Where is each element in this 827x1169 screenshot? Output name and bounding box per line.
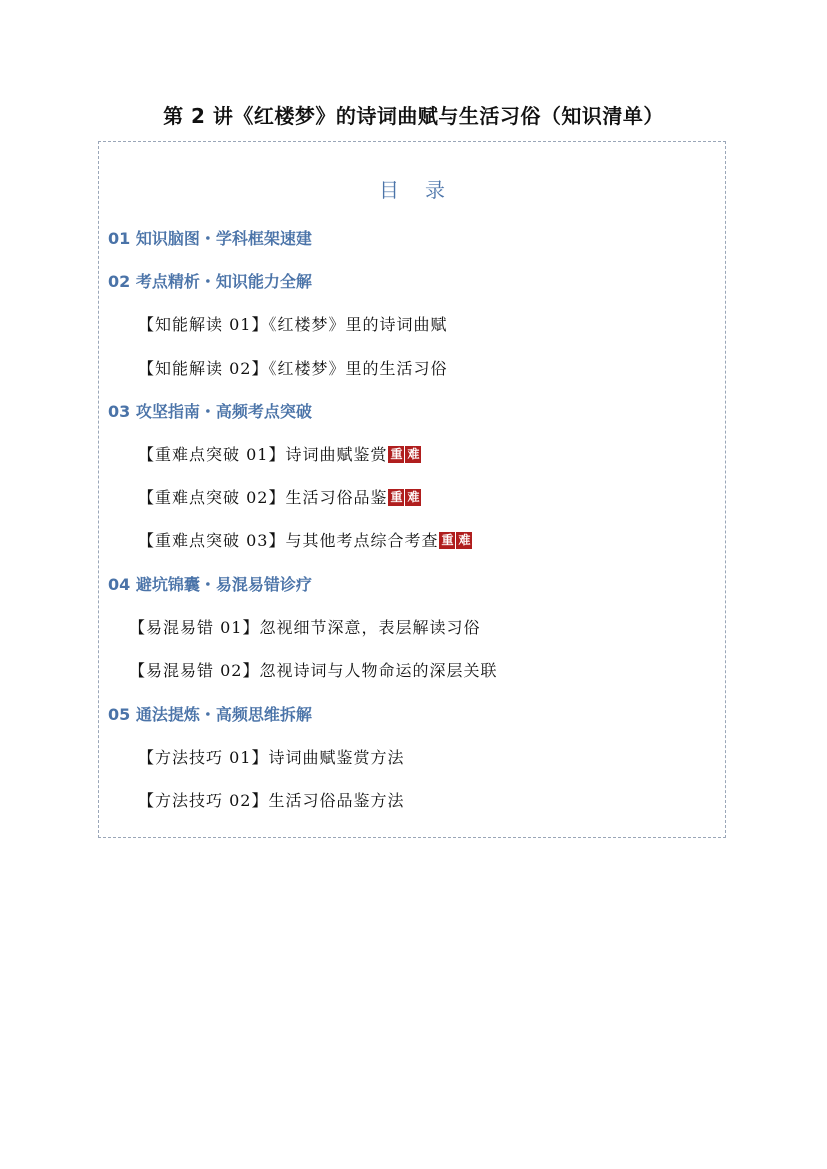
badge-char-nan: 难: [407, 447, 420, 461]
toc-heading: [99, 174, 725, 203]
toc-item-zhineng-01[interactable]: 【知能解读 01】《红楼梦》里的诗词曲赋: [138, 315, 448, 334]
toc-item-fangfa-01[interactable]: 【方法技巧 01】诗词曲赋鉴赏方法: [138, 748, 405, 767]
key-difficult-badge: [388, 446, 421, 463]
badge-char-nan: 难: [407, 490, 420, 504]
document-title: 第 2 讲《红楼梦》的诗词曲赋与生活习俗（知识清单）: [163, 104, 664, 128]
toc-item-zhineng-02[interactable]: 【知能解读 02】《红楼梦》里的生活习俗: [138, 359, 448, 378]
toc-section-04[interactable]: 04 避坑锦囊・易混易错诊疗: [108, 575, 312, 594]
toc-heading-char-2: 录: [425, 178, 445, 202]
toc-item-zhongnan-02[interactable]: [138, 485, 421, 508]
table-of-contents: [98, 141, 726, 838]
toc-section-01[interactable]: 01 知识脑图・学科框架速建: [108, 229, 312, 248]
toc-heading-char-1: 目: [379, 178, 399, 202]
badge-char-zhong: 重: [390, 490, 403, 504]
toc-item-text: 【重难点突破 01】诗词曲赋鉴赏: [138, 445, 388, 464]
toc-item-zhongnan-01[interactable]: [138, 442, 421, 465]
key-difficult-badge: [439, 532, 472, 549]
toc-item-text: 【重难点突破 03】与其他考点综合考查: [138, 531, 439, 550]
toc-item-text: 【重难点突破 02】生活习俗品鉴: [138, 488, 388, 507]
toc-item-yihun-01[interactable]: 【易混易错 01】忽视细节深意，表层解读习俗: [129, 618, 481, 637]
toc-section-02[interactable]: 02 考点精析・知识能力全解: [108, 272, 312, 291]
badge-char-zhong: 重: [390, 447, 403, 461]
badge-char-zhong: 重: [441, 533, 454, 547]
toc-item-fangfa-02[interactable]: 【方法技巧 02】生活习俗品鉴方法: [138, 791, 405, 810]
badge-char-nan: 难: [458, 533, 471, 547]
toc-item-yihun-02[interactable]: 【易混易错 02】忽视诗词与人物命运的深层关联: [129, 661, 498, 680]
toc-section-05[interactable]: 05 通法提炼・高频思维拆解: [108, 705, 312, 724]
key-difficult-badge: [388, 489, 421, 506]
toc-item-zhongnan-03[interactable]: [138, 528, 472, 551]
toc-section-03[interactable]: 03 攻坚指南・高频考点突破: [108, 402, 312, 421]
